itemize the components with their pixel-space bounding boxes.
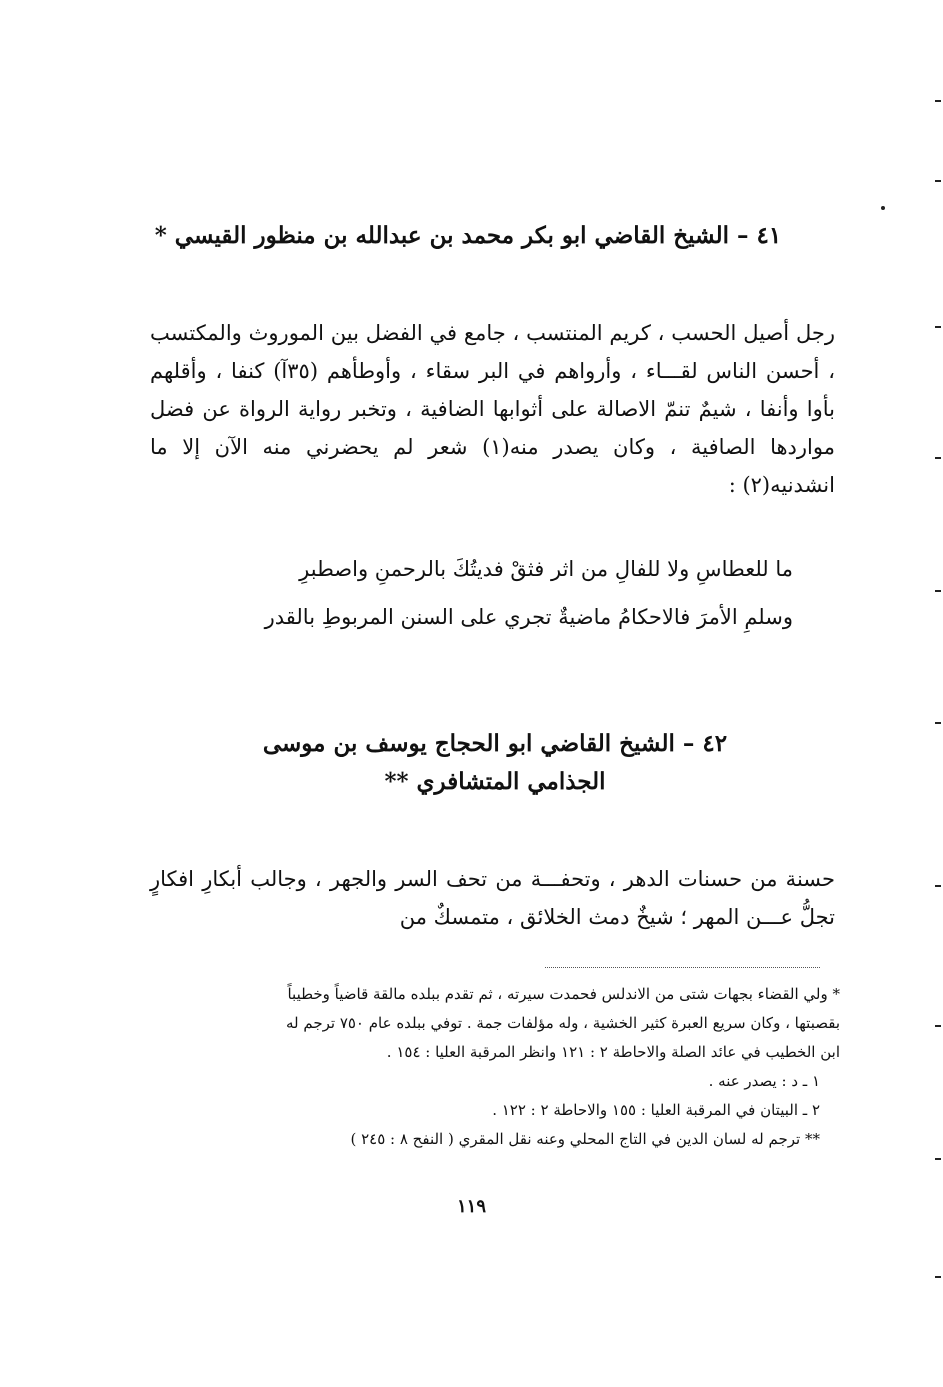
footnote-line: ٢ ـ البيتان في المرقبة العليا : ١٥٥ والاحاطة ٢ : ١٢٢ . bbox=[492, 1101, 820, 1119]
entry-42-title-line-2: الجذامي المتشافري ** bbox=[384, 768, 606, 795]
margin-mark bbox=[935, 1276, 941, 1278]
verse-line-1: ما للعطاسِ ولا للفالِ من اثر فثقْ فديتُكَ بالرحمنِ واصطبرِ bbox=[299, 557, 793, 581]
page-number: ١١٩ bbox=[456, 1196, 486, 1217]
footnotes bbox=[150, 980, 840, 1154]
margin-mark bbox=[935, 180, 941, 182]
footnote-line: ١ ـ د : يصدر عنه . bbox=[708, 1072, 820, 1090]
margin-mark bbox=[935, 885, 941, 887]
entry-42-paragraph bbox=[150, 860, 835, 936]
footnote-line: بقصبتها ، وكان سريع العبرة كثير الخشية ، وله مؤلفات جمة . توفي ببلده عام ٧٥٠ ترجم له bbox=[285, 1014, 840, 1032]
verse-line-2: وسلمِ الأمرَ فالاحكامُ ماضيةٌ تجري على السنن المربوطِ بالقدر bbox=[264, 605, 793, 629]
margin-mark bbox=[935, 1025, 941, 1027]
entry-41-paragraph bbox=[150, 314, 835, 504]
ink-speck bbox=[881, 206, 885, 210]
footnote-divider bbox=[545, 967, 820, 968]
margin-mark bbox=[935, 100, 941, 102]
margin-mark bbox=[935, 457, 941, 459]
margin-mark bbox=[935, 590, 941, 592]
entry-41-verses bbox=[143, 545, 793, 641]
footnote-line: ** ترجم له لسان الدين في التاج المحلي وعنه نقل المقري ( النفح ٨ : ٢٤٥ ) bbox=[350, 1130, 820, 1148]
entry-41-text: رجل أصيل الحسب ، كريم المنتسب ، جامع في الفضل بين الموروث والمكتسب ، أحسن الناس لقـــاء ، وأرواهم في البر سقاء ، وأوطأهم (٣٥آ) كنفا ، وأقلهم بأوا وأنفا ، شيمٌ تنمّ الاصالة على أثوابها الضافية ، وتخبر رواية الرواة عن فضل مواردها الصافية ، وكان يصدر منه(١) شعر لم يحضرني منه الآن إلا ما انشدنيه(٢) : bbox=[150, 321, 835, 497]
margin-mark bbox=[935, 722, 941, 724]
entry-42-title-line-1: ٤٢ – الشيخ القاضي ابو الحجاج يوسف بن موسى bbox=[262, 730, 728, 757]
margin-mark bbox=[935, 1158, 941, 1160]
entry-42-text: حسنة من حسنات الدهر ، وتحفـــة من تحف السر والجهر ، وجالب أبكارِ افكارٍ تجلُّ عـــن المهر ؛ شيخٌ دمث الخلائق ، متمسكٌ من bbox=[150, 867, 835, 929]
footnote-line: ابن الخطيب في عائد الصلة والاحاطة ٢ : ١٢١ وانظر المرقبة العليا : ١٥٤ . bbox=[386, 1043, 840, 1061]
entry-41-title: ٤١ – الشيخ القاضي ابو بكر محمد بن عبدالله بن منظور القيسي * bbox=[154, 222, 782, 249]
footnote-line: * ولي القضاء بجهات شتى من الاندلس فحمدت سيرته ، ثم تقدم ببلده مالقة قاضياً وخطيباً bbox=[287, 985, 840, 1003]
margin-mark bbox=[935, 326, 941, 328]
